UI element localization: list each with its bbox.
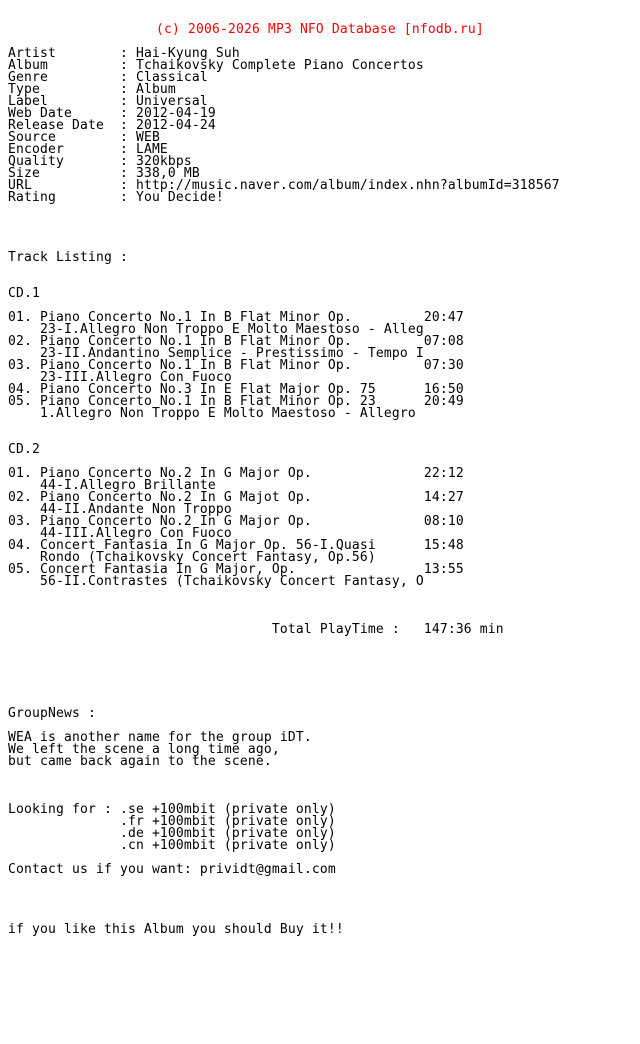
blank-line	[8, 780, 640, 792]
blank-line	[8, 432, 640, 444]
track-row-continuation: 56-II.Contrastes (Tchaikovsky Concert Fantasy, O	[8, 574, 424, 589]
track-row: 05. Concert Fantasia In G Major, Op. 13:55	[8, 562, 464, 577]
blank-line	[8, 228, 640, 240]
track-row: 03. Piano Concerto No.2 In G Major Op. 08:10	[8, 514, 464, 529]
blank-line	[8, 276, 640, 288]
info-row-url: URL : http://music.naver.com/album/index.nhn?albumId=318567	[8, 178, 560, 193]
info-row-artist: Artist : Hai-Kyung Suh	[8, 46, 240, 61]
track-row: 02. Piano Concerto No.2 In G Majot Op. 14:27	[8, 490, 464, 505]
blank-line	[8, 648, 640, 660]
blank-line	[8, 660, 640, 672]
track-row: 04. Piano Concerto No.3 In E Flat Major Op. 75 16:50	[8, 382, 464, 397]
group-news-line: We left the scene a long time ago,	[8, 742, 280, 757]
blank-line	[8, 876, 640, 888]
blank-line	[8, 204, 640, 216]
blank-line	[8, 588, 640, 600]
group-news-line: WEA is another name for the group iDT.	[8, 730, 312, 745]
info-row-quality: Quality : 320kbps	[8, 154, 192, 169]
blank-line	[8, 636, 640, 648]
info-row-rating: Rating : You Decide!	[8, 190, 224, 205]
track-row-continuation: 23-III.Allegro Con Fuoco	[8, 370, 232, 385]
track-row: 01. Piano Concerto No.2 In G Major Op. 22:12	[8, 466, 464, 481]
track-listing-title: Track Listing :	[8, 250, 128, 265]
track-row: 02. Piano Concerto No.1 In B Flat Minor Op. 07:08	[8, 334, 464, 349]
track-row-continuation: 44-III.Allegro Con Fuoco	[8, 526, 232, 541]
total-playtime: Total PlayTime : 147:36 min	[8, 622, 504, 637]
info-row-encoder: Encoder : LAME	[8, 142, 168, 157]
track-row-continuation: 23-I.Allegro Non Troppo E Molto Maestoso - Alleg	[8, 322, 424, 337]
track-row: 03. Piano Concerto No.1 In B Flat Minor Op. 07:30	[8, 358, 464, 373]
track-row: 04. Concert Fantasia In G Major Op. 56-I.Quasi 15:48	[8, 538, 464, 553]
info-row-label: Label : Universal	[8, 94, 208, 109]
blank-line	[8, 264, 640, 276]
cd-title: CD.2	[8, 442, 40, 457]
blank-line	[8, 600, 640, 612]
looking-for-line: .cn +100mbit (private only)	[8, 838, 336, 853]
blank-line	[8, 900, 640, 912]
info-row-genre: Genre : Classical	[8, 70, 208, 85]
cd-title: CD.1	[8, 286, 40, 301]
blank-line	[8, 216, 640, 228]
group-news-title: GroupNews :	[8, 706, 96, 721]
looking-for-line: .de +100mbit (private only)	[8, 826, 336, 841]
info-row-web-date: Web Date : 2012-04-19	[8, 106, 216, 121]
track-row-continuation: 44-I.Allegro Brillante	[8, 478, 216, 493]
track-row-continuation: Rondo (Tchaikovsky Concert Fantasy, Op.56)	[8, 550, 376, 565]
looking-for-line: .fr +100mbit (private only)	[8, 814, 336, 829]
track-row-continuation: 1.Allegro Non Troppo E Molto Maestoso - Allegro	[8, 406, 416, 421]
blank-line	[8, 420, 640, 432]
blank-line	[8, 672, 640, 684]
info-row-release-date: Release Date : 2012-04-24	[8, 118, 216, 133]
copyright-header: (c) 2006-2026 MP3 NFO Database [nfodb.ru]	[156, 22, 484, 37]
footer-line: if you like this Album you should Buy it!!	[8, 922, 344, 937]
contact-line: Contact us if you want: prividt@gmail.com	[8, 862, 336, 877]
group-news-line: but came back again to the scene.	[8, 754, 272, 769]
info-row-size: Size : 338,0 MB	[8, 166, 200, 181]
track-row: 01. Piano Concerto No.1 In B Flat Minor Op. 20:47	[8, 310, 464, 325]
info-row-source: Source : WEB	[8, 130, 160, 145]
blank-line	[8, 888, 640, 900]
track-row-continuation: 44-II.Andante Non Troppo	[8, 502, 232, 517]
info-row-type: Type : Album	[8, 82, 176, 97]
info-row-album: Album : Tchaikovsky Complete Piano Concertos	[8, 58, 424, 73]
blank-line	[8, 696, 640, 708]
track-row-continuation: 23-II.Andantino Semplice - Prestissimo - Tempo I	[8, 346, 424, 361]
track-row: 05. Piano Concerto No.1 In B Flat Minor Op. 23 20:49	[8, 394, 464, 409]
looking-for-line: Looking for : .se +100mbit (private only)	[8, 802, 336, 817]
blank-line	[8, 684, 640, 696]
blank-line	[8, 768, 640, 780]
